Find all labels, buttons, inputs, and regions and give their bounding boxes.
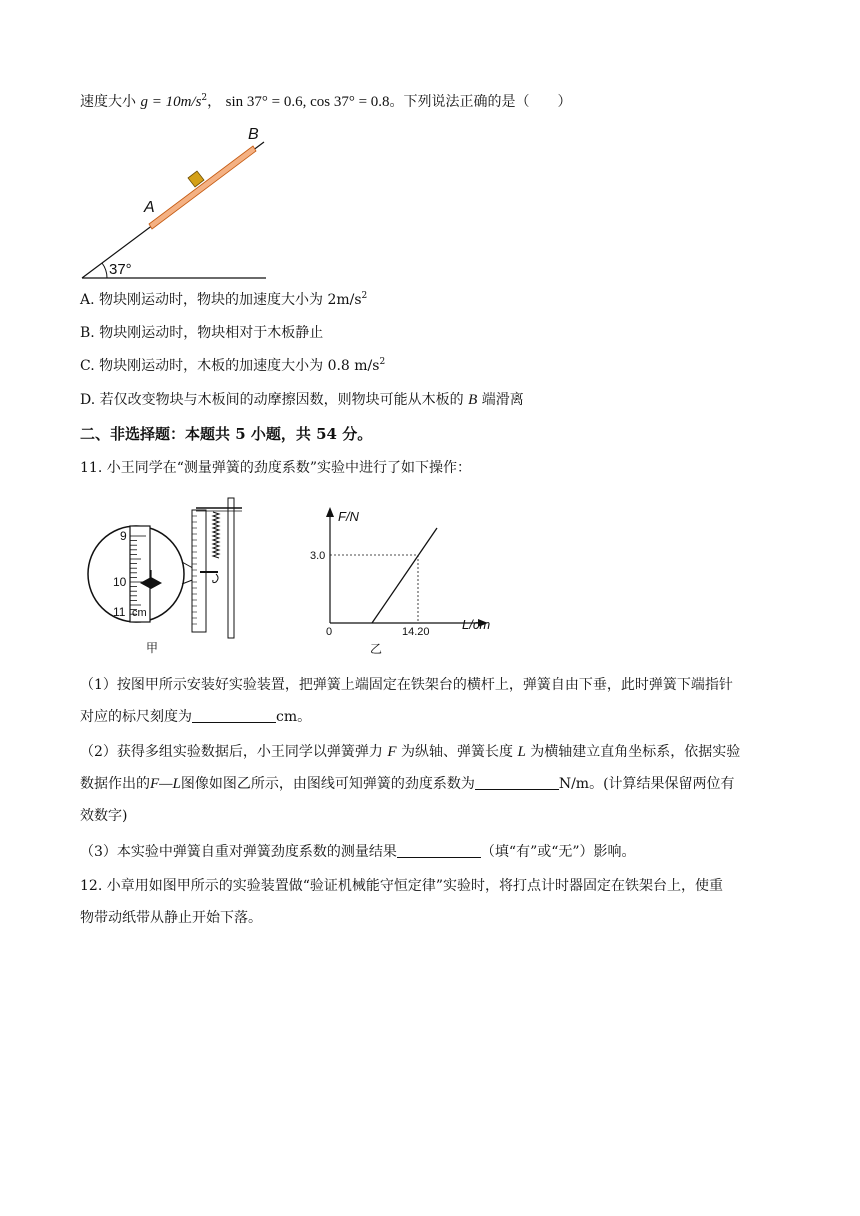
option-c <box>80 356 385 376</box>
option-a-text: A. 物块刚运动时，物块的加速度大小为 2m/s <box>80 292 362 308</box>
q11-part2-f: N/m。(计算结果保留两位有 <box>558 776 735 792</box>
q11-part2-c: 为横轴建立直角坐标系，依据实验 <box>530 744 741 760</box>
q11-stem: 11. 小王同学在“测量弹簧的劲度系数”实验中进行了如下操作： <box>80 460 472 476</box>
option-d-text-before: D. 若仅改变物块与木板间的动摩擦因数，则物块可能从木板的 <box>80 392 464 408</box>
angle-arc <box>102 263 107 278</box>
figure-jia <box>86 492 246 657</box>
option-d-text-after: 端滑离 <box>481 392 524 408</box>
option-d <box>80 390 524 410</box>
option-a-exponent: 2 <box>361 291 368 301</box>
stand-pole <box>228 498 234 638</box>
intro-prefix: 速度大小 <box>80 94 136 110</box>
y-axis-arrow <box>326 507 334 517</box>
gravity-exponent: 2 <box>201 93 208 103</box>
option-d-variable: B <box>468 392 478 408</box>
q11-part1-before: 对应的标尺刻度为 <box>80 709 192 725</box>
figure-yi <box>310 505 510 655</box>
option-c-text: C. 物块刚运动时，木板的加速度大小为 0.8 m/s <box>80 358 380 374</box>
x-tick-label: 14.20 <box>402 626 430 638</box>
q11-part2-a: （2）获得多组实验数据后，小王同学以弹簧弹力 <box>80 744 383 760</box>
tick-10: 10 <box>113 575 127 589</box>
q11-part2-line2 <box>80 774 735 794</box>
label-a: A <box>144 199 155 216</box>
q11-part1-line1: （1）按图甲所示安装好实验装置，把弹簧上端固定在铁架台的横杆上，弹簧自由下垂，此时弹簧下端指针 <box>80 677 733 693</box>
gravity-expression: g = 10m/s <box>140 94 202 110</box>
q11-part1-after: cm。 <box>276 709 312 725</box>
fl-label: F—L <box>150 776 181 792</box>
y-axis-label: F/N <box>338 509 359 524</box>
option-c-exponent: 2 <box>379 357 386 367</box>
y-tick-label: 3.0 <box>310 550 326 562</box>
x-axis-label: L/cm <box>462 617 491 632</box>
q11-part2-line3: 效数字) <box>80 808 128 824</box>
intro-comma: ， <box>207 94 222 110</box>
fl-data-line <box>372 528 437 623</box>
q11-part2-b: 为纵轴、弹簧长度 <box>400 744 513 760</box>
wooden-board <box>149 146 256 229</box>
label-b: B <box>248 126 259 143</box>
origin-label: 0 <box>326 626 333 638</box>
answer-blank-3[interactable] <box>397 843 481 858</box>
answer-blank-1[interactable] <box>192 708 276 723</box>
q11-part3-before: （3）本实验中弹簧自重对弹簧劲度系数的测量结果 <box>80 844 397 860</box>
caption-yi: 乙 <box>370 642 383 656</box>
option-a <box>80 290 367 310</box>
spring-hook <box>213 574 218 583</box>
angle-label: 37° <box>109 261 132 278</box>
spring <box>213 512 219 558</box>
intro-suffix: 。下列说法正确的是（ ） <box>389 94 572 110</box>
intro-line <box>80 92 572 112</box>
answer-blank-2[interactable] <box>475 775 559 790</box>
q11-part2-e: 图像如图乙所示，由图线可知弹簧的劲度系数为 <box>180 776 475 792</box>
q11-part3-after: （填“有”或“无”）影响。 <box>480 844 636 860</box>
incline-figure <box>80 122 280 282</box>
tick-9: 9 <box>120 529 127 543</box>
section-heading: 二、非选择题：本题共 5 小题，共 54 分。 <box>80 425 373 443</box>
option-b <box>80 323 323 343</box>
q11-part1-line2 <box>80 707 311 727</box>
var-f: F <box>387 744 397 760</box>
option-b-text: B. 物块刚运动时，物块相对于木板静止 <box>80 325 324 341</box>
q11-part2-line1 <box>80 742 740 762</box>
trig-expression: sin 37° = 0.6, cos 37° = 0.8 <box>225 94 390 110</box>
q12-line2: 物带动纸带从静止开始下落。 <box>80 910 262 926</box>
tick-11: 11 <box>113 605 126 619</box>
unit-cm: cm <box>132 607 147 619</box>
caption-jia: 甲 <box>146 641 159 655</box>
var-l: L <box>517 744 526 760</box>
q11-part2-d: 数据作出的 <box>80 776 150 792</box>
q12-line1: 12. 小章用如图甲所示的实验装置做“验证机械能守恒定律”实验时，将打点计时器固定在铁架台上，使重 <box>80 878 724 894</box>
q11-part3 <box>80 842 636 862</box>
